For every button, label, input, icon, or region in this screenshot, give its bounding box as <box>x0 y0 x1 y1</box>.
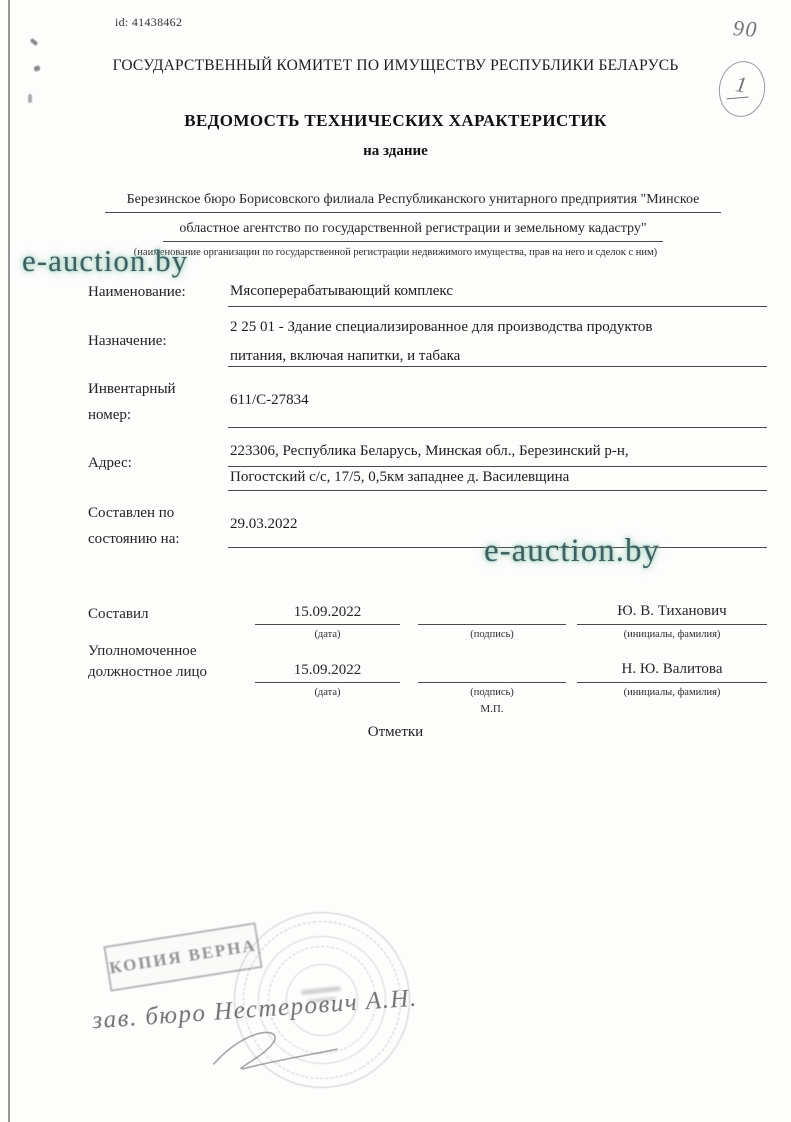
field-label-inventory-line1: Инвентарный <box>88 381 176 397</box>
field-value-inventory: 611/С-27834 <box>230 392 309 408</box>
copy-verified-stamp: КОПИЯ ВЕРНА <box>103 922 262 992</box>
signature-line-sign <box>418 624 566 625</box>
field-underline <box>228 306 767 307</box>
field-underline <box>228 427 767 428</box>
field-label-inventory-line2: номер: <box>88 407 132 423</box>
signature-name-official: Н. Ю. Валитова <box>621 661 723 677</box>
scan-left-edge <box>8 0 10 1122</box>
organization-caption: (наименование организации по государственной регистрации недвижимого имущества, прав на него и сделок с ним) <box>133 247 658 258</box>
field-underline <box>228 366 767 367</box>
field-label-purpose: Назначение: <box>88 333 167 349</box>
signature-line-date <box>255 624 400 625</box>
signature-line-name <box>577 682 767 683</box>
committee-heading: ГОСУДАРСТВЕННЫЙ КОМИТЕТ ПО ИМУЩЕСТВУ РЕСПУБЛИКИ БЕЛАРУСЬ <box>112 57 679 74</box>
organization-name-line2: областное агентство по государственной регистрации и земельному кадастру" <box>163 221 663 242</box>
field-label-name: Наименование: <box>88 284 186 300</box>
caption-date: (дата) <box>314 687 341 698</box>
signature-line-name <box>577 624 767 625</box>
marks-heading: Отметки <box>367 724 424 740</box>
field-label-asof-line2: состоянию на: <box>88 531 180 547</box>
document-subtitle: на здание <box>363 143 428 159</box>
signature-date-official: 15.09.2022 <box>293 662 362 678</box>
field-underline <box>228 490 767 491</box>
scan-speck <box>30 38 39 46</box>
handwritten-page-number: 90 <box>732 15 759 42</box>
signature-role-composed: Составил <box>88 606 149 622</box>
scan-speck <box>28 94 32 103</box>
seal-abbr-label: М.П. <box>480 703 504 715</box>
handwritten-note: зав. бюро Нестерович А.Н. <box>91 984 419 1035</box>
signature-name-composed: Ю. В. Тиханович <box>617 603 727 619</box>
signature-line-sign <box>418 682 566 683</box>
organization-name-line1: Березинское бюро Борисовского филиала Республиканского унитарного предприятия "Минское <box>105 192 721 213</box>
caption-name: (инициалы, фамилия) <box>623 629 721 640</box>
signature-role-official-line1: Уполномоченное <box>88 643 197 659</box>
caption-signature: (подпись) <box>470 629 514 640</box>
field-value-asof: 29.03.2022 <box>230 516 298 532</box>
caption-signature: (подпись) <box>470 687 514 698</box>
field-value-name: Мясоперерабатывающий комплекс <box>230 283 454 299</box>
scan-id-label: id: 41438462 <box>115 15 183 29</box>
signature-line-date <box>255 682 400 683</box>
field-label-address: Адрес: <box>88 455 132 471</box>
field-value-purpose-line2: питания, включая напитки, и табака <box>230 348 461 364</box>
field-value-address-line1: 223306, Республика Беларусь, Минская обл., Березинский р-н, <box>230 443 629 459</box>
signature-flourish <box>193 1017 347 1087</box>
handwritten-sheet-number: 1 <box>733 71 751 98</box>
field-label-asof-line1: Составлен по <box>88 505 175 521</box>
caption-date: (дата) <box>314 629 341 640</box>
signature-role-official-line2: должностное лицо <box>88 664 208 680</box>
caption-name: (инициалы, фамилия) <box>623 687 721 698</box>
field-value-purpose-line1: 2 25 01 - Здание специализированное для производства продуктов <box>230 319 653 335</box>
field-value-address-line2: Погостский с/с, 17/5, 0,5км западнее д. Василевщина <box>230 469 570 485</box>
watermark-e-auction: e-auction.by <box>22 243 189 278</box>
field-underline <box>228 466 767 467</box>
watermark-e-auction: e-auction.by <box>484 533 661 569</box>
document-title: ВЕДОМОСТЬ ТЕХНИЧЕСКИХ ХАРАКТЕРИСТИК <box>184 111 607 130</box>
signature-date-composed: 15.09.2022 <box>293 604 362 620</box>
